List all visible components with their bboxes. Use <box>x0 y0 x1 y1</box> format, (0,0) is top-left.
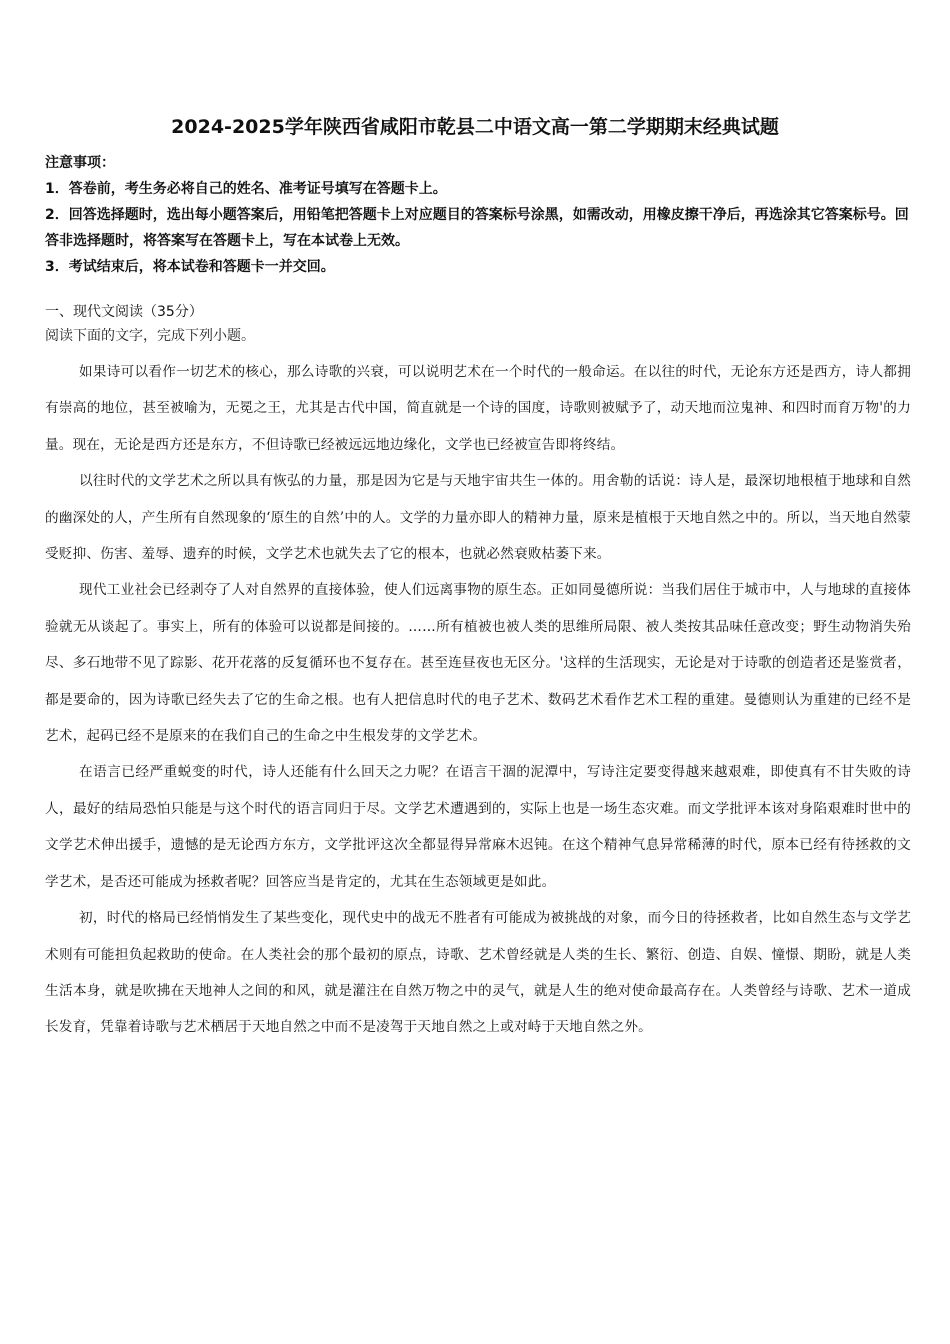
exam-title: 2024-2025学年陕西省咸阳市乾县二中语文高一第二学期期末经典试题 <box>171 116 779 138</box>
notice-item: 2．回答选择题时，选出每小题答案后，用铅笔把答题卡上对应题目的答案标号涂黑，如需改动，用橡皮擦干净后，再选涂其它答案标号。回答非选择题时，将答案写在答题卡上，写在本试卷上无效。 <box>45 207 909 249</box>
passage-paragraph: 以往时代的文学艺术之所以具有恢弘的力量，那是因为它是与天地宇宙共生一体的。用舍勒的话说：诗人是，最深切地根植于地球和自然的幽深处的人，产生所有自然现象的‘原生的自然’中的人。文学的力量亦即人的精神力量，原来是植根于天地自然之中的。所以，当天地自然蒙受贬抑、伤害、羞辱、遗弃的时候，文学艺术也就失去了它的根本，也就必然衰败枯萎下来。 <box>45 473 911 563</box>
section-heading: 一、现代文阅读（35分） <box>45 304 203 320</box>
section-instruction: 阅读下面的文字，完成下列小题。 <box>45 328 255 344</box>
notice-item: 1．答卷前，考生务必将自己的姓名、准考证号填写在答题卡上。 <box>45 181 447 197</box>
notice-block <box>45 150 915 280</box>
passage-paragraph: 初，时代的格局已经悄悄发生了某些变化，现代史中的战无不胜者有可能成为被挑战的对象，而今日的待拯救者，比如自然生态与文学艺术则有可能担负起救助的使命。在人类社会的那个最初的原点，诗歌、艺术曾经就是人类的生长、繁衍、创造、自娱、憧憬、期盼，就是人类生活本身，就是吹拂在天地神人之间的和风，就是灌注在自然万物之中的灵气，就是人生的绝对使命最高存在。人类曾经与诗歌、艺术一道成长发育，凭靠着诗歌与艺术栖居于天地自然之中而不是凌驾于天地自然之上或对峙于天地自然之外。 <box>45 910 911 1036</box>
passage-paragraph: 如果诗可以看作一切艺术的核心，那么诗歌的兴衰，可以说明艺术在一个时代的一般命运。在以往的时代，无论东方还是西方，诗人都拥有崇高的地位，甚至被喻为，无冕之王，尤其是古代中国，简直就是一个诗的国度，诗歌则被赋予了，动天地而泣鬼神、和四时而育万物'的力量。现在，无论是西方还是东方，不但诗歌已经被远远地边缘化，文学也已经被宣告即将终结。 <box>45 364 911 453</box>
passage-paragraph: 现代工业社会已经剥夺了人对自然界的直接体验，使人们远离事物的原生态。正如同曼德所说：当我们居住于城市中，人与地球的直接体验就无从谈起了。事实上，所有的体验可以说都是间接的。……所有植被也被人类的思维所局限、被人类按其品味任意改变；野生动物消失殆尽、多石地带不见了踪影、花开花落的反复循环也不复存在。甚至连昼夜也无区分。'这样的生活现实，无论是对于诗歌的创造者还是鉴赏者，都是要命的，因为诗歌已经失去了它的生命之根。也有人把信息时代的电子艺术、数码艺术看作艺术工程的重建。曼德则认为重建的已经不是艺术，起码已经不是原来的在我们自己的生命之中生根发芽的文学艺术。 <box>45 582 911 745</box>
passage-paragraph: 在语言已经严重蜕变的时代，诗人还能有什么回天之力呢？在语言干涸的泥潭中，写诗注定要变得越来越艰难，即使真有不甘失败的诗人，最好的结局恐怕只能是与这个时代的语言同归于尽。文学艺术遭遇到的，实际上也是一场生态灾难。而文学批评本该对身陷艰难时世中的文学艺术伸出援手，遗憾的是无论西方东方，文学批评这次全都显得异常麻木迟钝。在这个精神气息异常稀薄的时代，原本已经有待拯救的文学艺术，是否还可能成为拯救者呢？回答应当是肯定的，尤其在生态领域更是如此。 <box>45 764 911 890</box>
notice-item: 3．考试结束后，将本试卷和答题卡一并交回。 <box>45 259 335 275</box>
section-header <box>45 300 915 348</box>
notice-heading: 注意事项： <box>45 155 115 171</box>
reading-passage <box>45 354 911 1046</box>
